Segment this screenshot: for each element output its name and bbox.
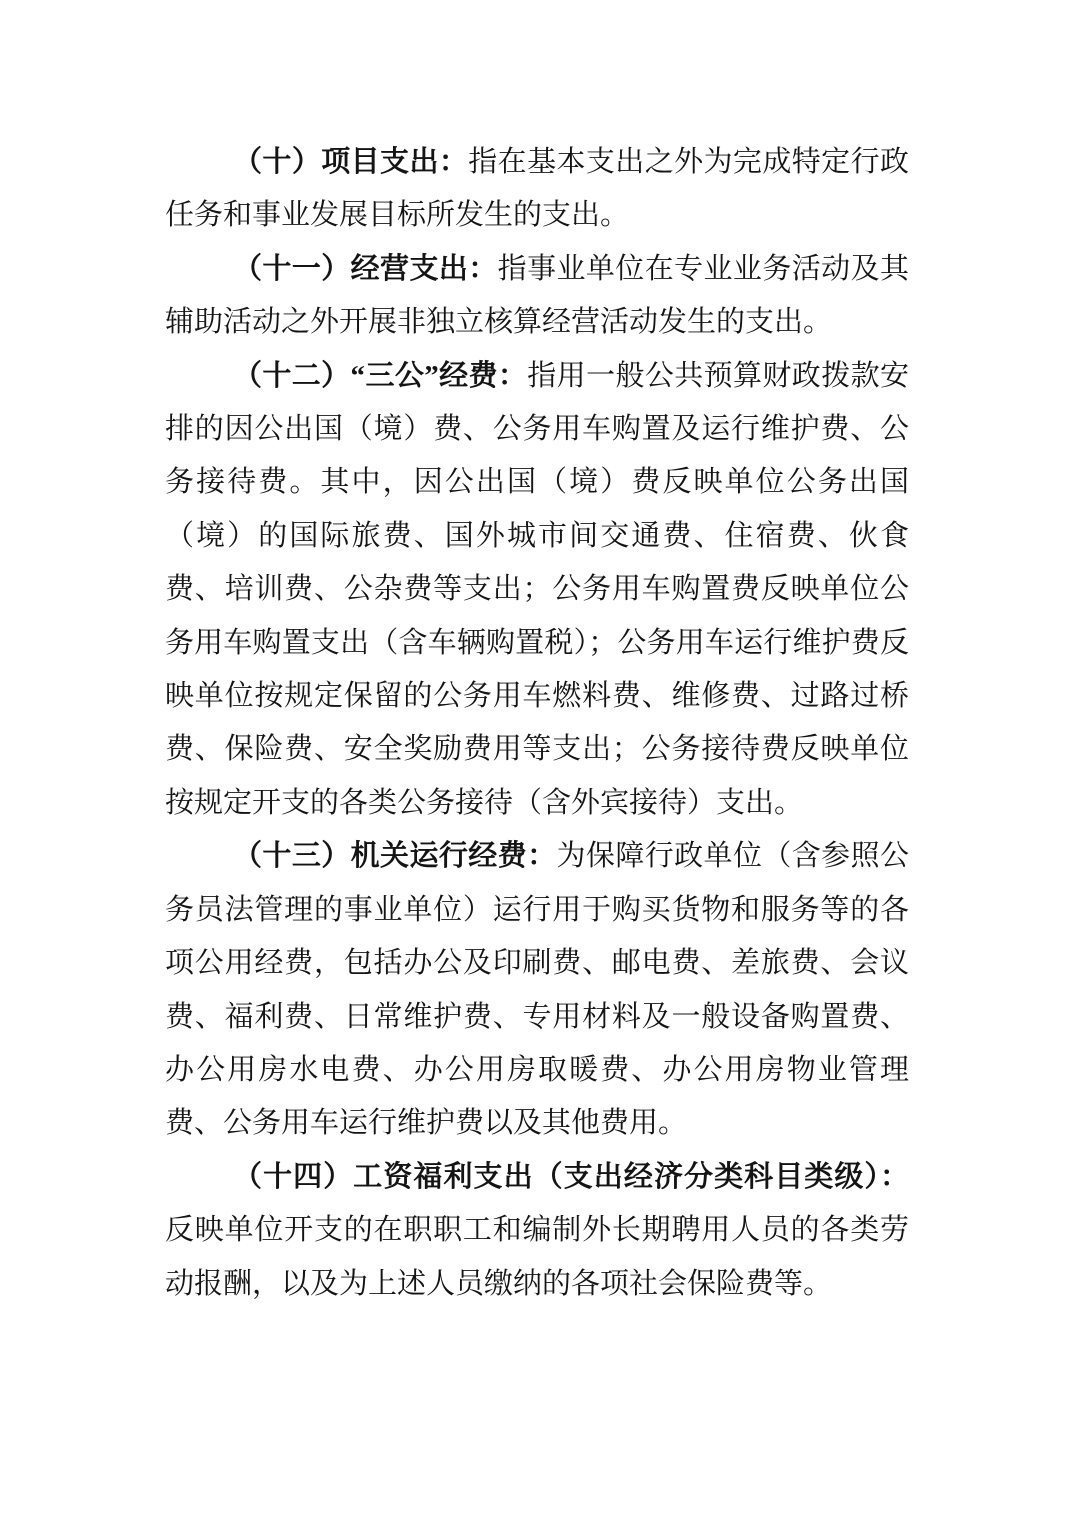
section-body-11: 指事业单位在专业业务活动及其辅助活动之外开展非独立核算经营活动发生的支出。 [165, 252, 909, 339]
section-body-10: 指在基本支出之外为完成特定行政任务和事业发展目标所发生的支出。 [165, 146, 909, 232]
section-heading-11: （十一）经营支出： [233, 252, 498, 285]
section-item-11 [165, 243, 909, 350]
section-heading-10: （十）项目支出： [233, 146, 469, 178]
section-heading-13: （十三）机关运行经费： [233, 840, 557, 873]
section-body-14: 反映单位开支的在职职工和编制外长期聘用人员的各类劳动报酬，以及为上述人员缴纳的各项社会保险费等。 [165, 1214, 909, 1300]
section-body-12: 指用一般公共预算财政拨款安排的因公出国（境）费、公务用车购置及运行维护费、公务接待费。其中，因公出国（境）费反映单位公务出国（境）的国际旅费、国外城市间交通费、住宿费、伙食费、培训费、公杂费等支出；公务用车购置费反映单位公务用车购置支出（含车辆购置税）；公务用车运行维护费反映单位按规定保留的公务用车燃料费、维修费、过路过桥费、保险费、安全奖励费用等支出；公务接待费反映单位按规定开支的各类公务接待（含外宾接待）支出。 [165, 359, 909, 819]
section-item-13 [165, 830, 909, 1150]
document-text [165, 136, 909, 1311]
section-item-10 [165, 136, 909, 243]
section-item-12 [165, 350, 909, 831]
section-item-14 [165, 1151, 909, 1311]
section-heading-12: （十二）“三公”经费： [233, 359, 528, 392]
section-body-13: 为保障行政单位（含参照公务员法管理的事业单位）运行用于购买货物和服务等的各项公用经费，包括办公及印刷费、邮电费、差旅费、会议费、福利费、日常维护费、专用材料及一般设备购置费、办公用房水电费、办公用房取暖费、办公用房物业管理费、公务用车运行维护费以及其他费用。 [165, 840, 909, 1140]
section-heading-14: （十四）工资福利支出（支出经济分类科目类级）： [233, 1160, 909, 1193]
